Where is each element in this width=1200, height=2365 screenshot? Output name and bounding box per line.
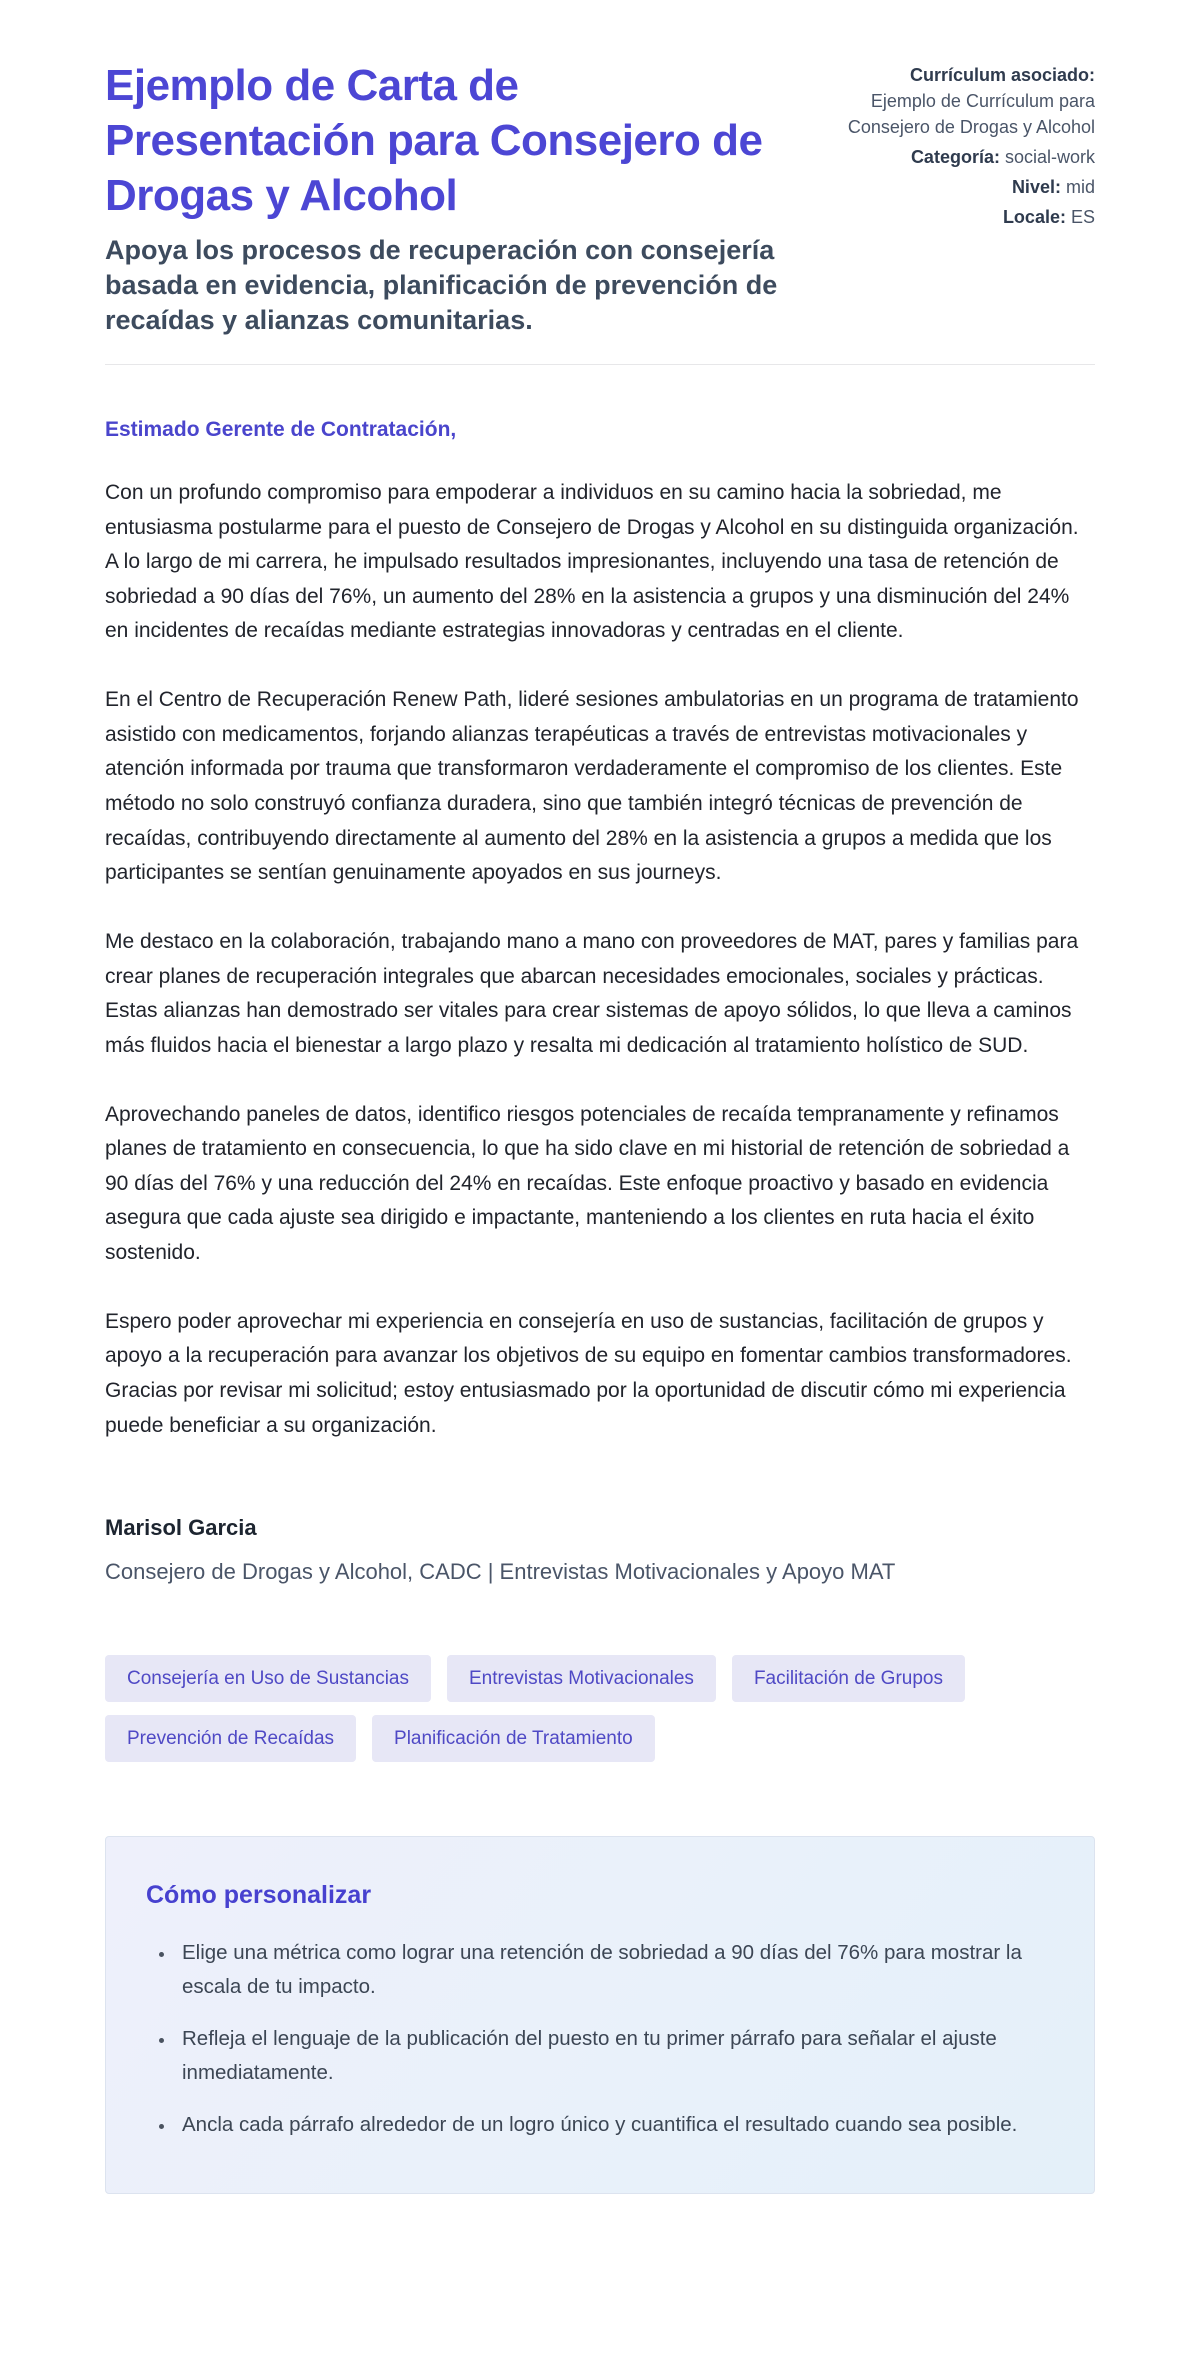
meta-category — [845, 144, 1095, 170]
header-title-block — [105, 58, 785, 338]
tip-item: • Refleja el lenguaje de la publicación del puesto en tu primer párrafo para señalar el ajuste inmediatamente. — [176, 2022, 1054, 2090]
meta-level-value: mid — [1065, 177, 1095, 198]
skill-tag: Facilitación de Grupos — [732, 1655, 965, 1702]
tip-item: • Elige una métrica como lograr una retención de sobriedad a 90 días del 76% para mostrar la escala de tu impacto. — [176, 1936, 1054, 2004]
skill-tag: Entrevistas Motivacionales — [447, 1655, 716, 1702]
skill-tag-list — [105, 1655, 1095, 1762]
skill-tag: Consejería en Uso de Sustancias — [105, 1655, 431, 1702]
signature-role: Consejero de Drogas y Alcohol, CADC | Entrevistas Motivacionales y Apoyo MAT — [105, 1559, 896, 1585]
meta-associated — [845, 62, 1095, 140]
page-subtitle: Apoya los procesos de recuperación con consejería basada en evidencia, planificación de prevención de recaídas y alianzas comunitarias. — [105, 235, 778, 336]
letter-paragraph: Aprovechando paneles de datos, identifico riesgos potenciales de recaída tempranamente y refinamos planes de tratamiento en consecuencia, lo que ha sido clave en mi historial de retención de sobriedad a 90 días del 76% y una reducción del 24% en recaídas. Este enfoque proactivo y basado en evidencia asegura que cada ajuste sea dirigido e impactante, manteniendo a los clientes en ruta hacia el éxito sostenido. — [105, 1102, 1070, 1265]
letter-signature — [105, 1515, 1095, 1585]
meta-level — [845, 174, 1095, 200]
meta-associated-value: Ejemplo de Currículum para Consejero de Drogas y Alcohol — [847, 91, 1095, 138]
page-header — [105, 58, 1095, 365]
tip-item: • Ancla cada párrafo alrededor de un logro único y cuantifica el resultado cuando sea posible. — [176, 2108, 1054, 2142]
customization-tips-box — [105, 1836, 1095, 2194]
meta-locale-label: Locale: — [1002, 207, 1066, 228]
meta-category-label: Categoría: — [910, 147, 1000, 168]
tips-heading: Cómo personalizar — [146, 1881, 372, 1910]
letter-greeting: Estimado Gerente de Contratación, — [105, 418, 457, 442]
signature-name: Marisol Garcia — [105, 1515, 257, 1541]
meta-associated-label: Currículum asociado: — [909, 65, 1095, 85]
letter-paragraph: Espero poder aprovechar mi experiencia en consejería en uso de sustancias, facilitación de grupos y apoyo a la recuperación para avanzar los objetivos de su equipo en fomentar cambios transformadores. Gracias por revisar mi solicitud; estoy entusiasmado por la oportunidad de discutir cómo mi experiencia puede beneficiar a su organización. — [105, 1309, 1072, 1437]
meta-category-value: social-work — [1004, 147, 1095, 168]
meta-locale — [845, 204, 1095, 230]
letter-body — [105, 365, 1095, 1443]
skill-tag: Planificación de Tratamiento — [372, 1715, 655, 1762]
letter-paragraph: Con un profundo compromiso para empoderar a individuos en su camino hacia la sobriedad, me entusiasma postularme para el puesto de Consejero de Drogas y Alcohol en su distinguida organización. A lo largo de mi carrera, he impulsado resultados impresionantes, incluyendo una tasa de retención de sobriedad a 90 días del 76%, un aumento del 28% en la asistencia a grupos y una disminución del 24% en incidentes de recaídas mediante estrategias innovadoras y centradas en el cliente. — [105, 480, 1079, 643]
meta-level-label: Nivel: — [1011, 177, 1061, 198]
meta-locale-value: ES — [1070, 207, 1095, 228]
header-meta — [845, 58, 1095, 235]
letter-paragraph: Me destaco en la colaboración, trabajando mano a mano con proveedores de MAT, pares y familias para crear planes de recuperación integrales que abarcan necesidades emocionales, sociales y prácticas. Estas alianzas han demostrado ser vitales para crear sistemas de apoyo sólidos, lo que lleva a caminos más fluidos hacia el bienestar a largo plazo y resalta mi dedicación al tratamiento holístico de SUD. — [105, 929, 1079, 1057]
skill-tag: Prevención de Recaídas — [105, 1715, 356, 1762]
letter-paragraph: En el Centro de Recuperación Renew Path, lideré sesiones ambulatorias en un programa de tratamiento asistido con medicamentos, forjando alianzas terapéuticas a través de entrevistas motivacionales y atención informada por trauma que transformaron verdaderamente el compromiso de los clientes. Este método no solo construyó confianza duradera, sino que también integró técnicas de prevención de recaídas, contribuyendo directamente al aumento del 28% en la asistencia a grupos a medida que los participantes se sentían genuinamente apoyados en sus journeys. — [105, 688, 1079, 885]
cover-letter-page — [105, 0, 1095, 2264]
page-title: Ejemplo de Carta de Presentación para Consejero de Drogas y Alcohol — [105, 61, 763, 220]
tips-list — [146, 1936, 1054, 2141]
